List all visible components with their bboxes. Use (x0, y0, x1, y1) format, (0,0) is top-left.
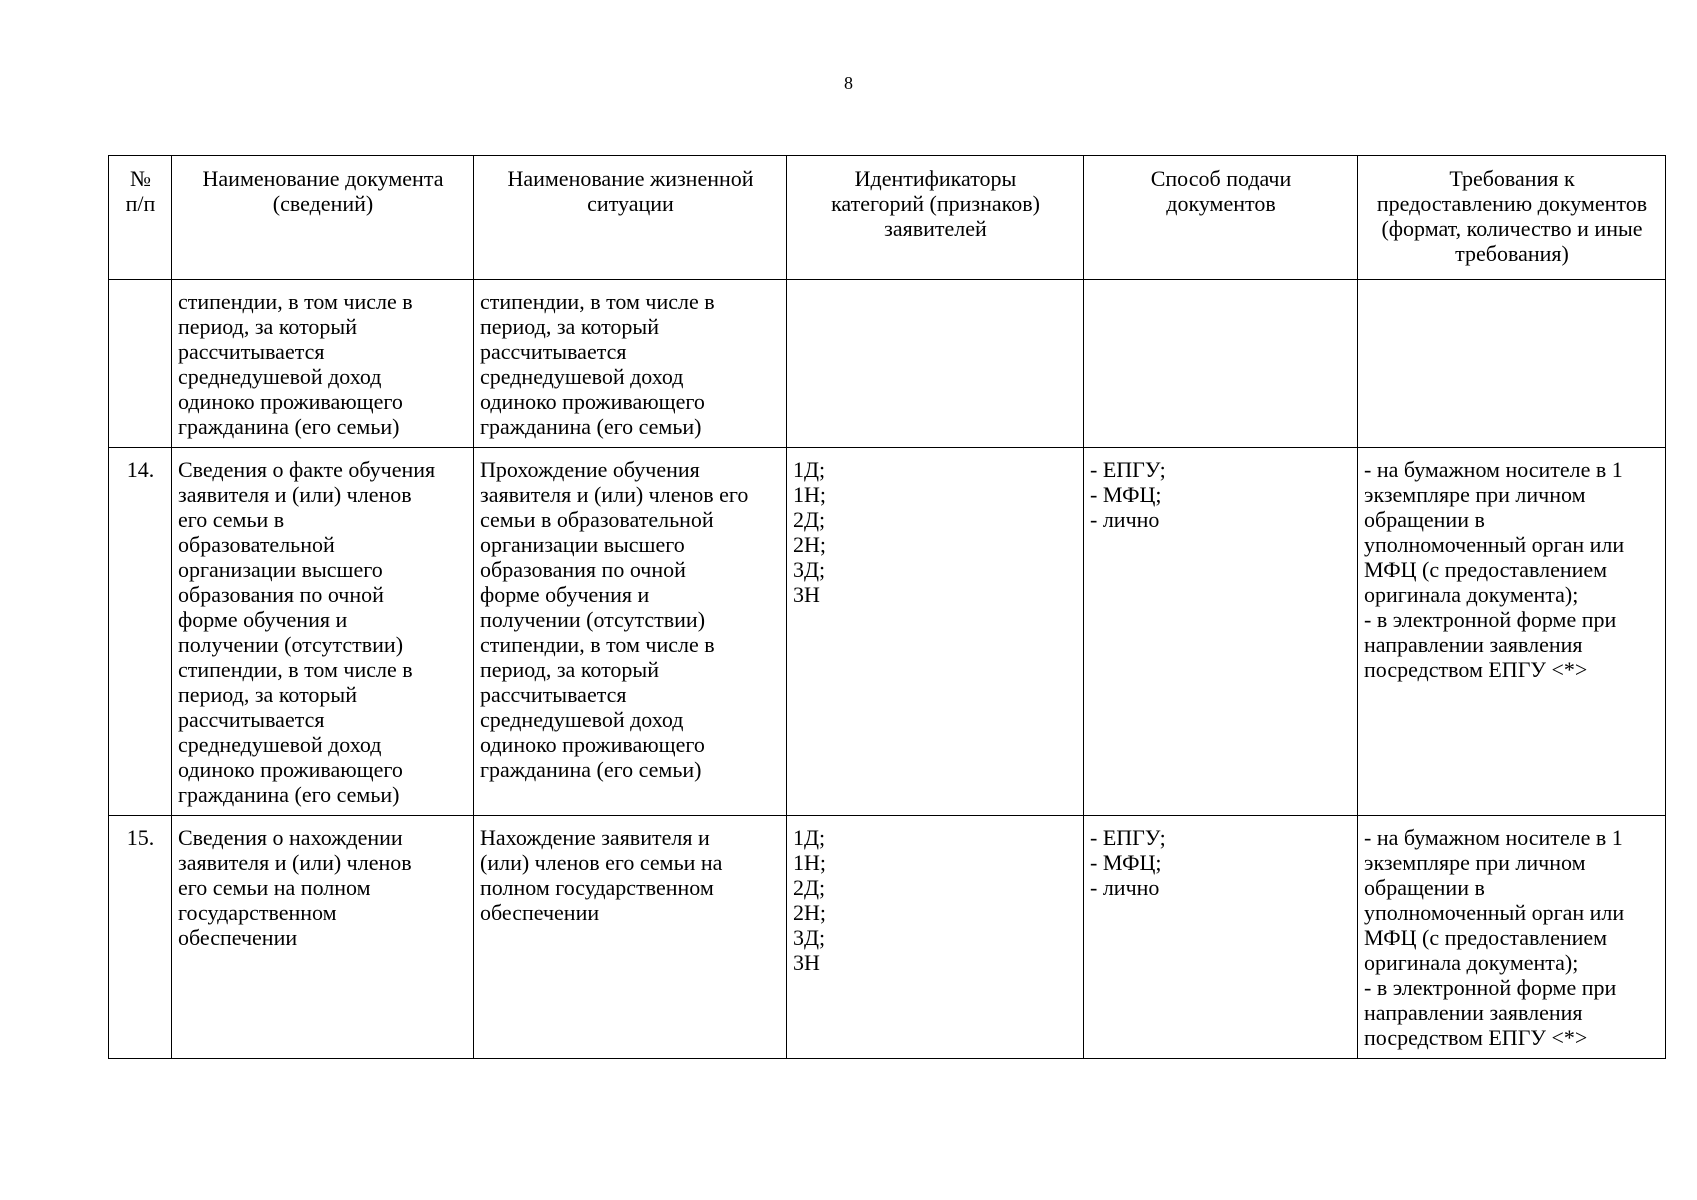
requirements-cell: - на бумажном носителе в 1 экземпляре при личном обращении в уполномоченный орган или МФЦ (с предоставлением оригинала документа); - в электронной форме при направлении заявления посредством ЕПГУ <*> (1358, 448, 1666, 816)
table-header-row (109, 156, 1666, 280)
identifiers-cell: 1Д; 1Н; 2Д; 2Н; 3Д; 3Н (787, 448, 1084, 816)
header-life-situation: Наименование жизненной ситуации (474, 156, 787, 280)
identifiers-cell (787, 280, 1084, 448)
header-document-name: Наименование документа (сведений) (172, 156, 474, 280)
header-number: № п/п (109, 156, 172, 280)
submission-method-cell: - ЕПГУ; - МФЦ; - лично (1084, 816, 1358, 1059)
row-number: 15. (109, 816, 172, 1059)
table-row (109, 816, 1666, 1059)
table-row (109, 448, 1666, 816)
page-number: 8 (844, 73, 853, 93)
row-number (109, 280, 172, 448)
requirements-cell (1358, 280, 1666, 448)
header-submission-method: Способ подачи документов (1084, 156, 1358, 280)
requirements-cell: - на бумажном носителе в 1 экземпляре при личном обращении в уполномоченный орган или МФЦ (с предоставлением оригинала документа); - в электронной форме при направлении заявления посредством ЕПГУ <*> (1358, 816, 1666, 1059)
header-requirements: Требования к предоставлению документов (формат, количество и иные требования) (1358, 156, 1666, 280)
life-situation-cell: Нахождение заявителя и (или) членов его семьи на полном государственном обеспечении (474, 816, 787, 1059)
identifiers-cell: 1Д; 1Н; 2Д; 2Н; 3Д; 3Н (787, 816, 1084, 1059)
life-situation-cell: стипендии, в том числе в период, за который рассчитывается среднедушевой доход одиноко проживающего гражданина (его семьи) (474, 280, 787, 448)
document-name-cell: Сведения о факте обучения заявителя и (или) членов его семьи в образовательной организации высшего образования по очной форме обучения и получении (отсутствии) стипендии, в том числе в период, за который рассчитывается среднедушевой доход одиноко проживающего гражданина (его семьи) (172, 448, 474, 816)
document-name-cell: стипендии, в том числе в период, за который рассчитывается среднедушевой доход одиноко проживающего гражданина (его семьи) (172, 280, 474, 448)
life-situation-cell: Прохождение обучения заявителя и (или) членов его семьи в образовательной организации высшего образования по очной форме обучения и получении (отсутствии) стипендии, в том числе в период, за который рассчитывается среднедушевой доход одиноко проживающего гражданина (его семьи) (474, 448, 787, 816)
document-name-cell: Сведения о нахождении заявителя и (или) членов его семьи на полном государственном обеспечении (172, 816, 474, 1059)
submission-method-cell (1084, 280, 1358, 448)
submission-method-cell: - ЕПГУ; - МФЦ; - лично (1084, 448, 1358, 816)
documents-table (108, 155, 1666, 1059)
header-category-identifiers: Идентификаторы категорий (признаков) заявителей (787, 156, 1084, 280)
row-number: 14. (109, 448, 172, 816)
table-row (109, 280, 1666, 448)
